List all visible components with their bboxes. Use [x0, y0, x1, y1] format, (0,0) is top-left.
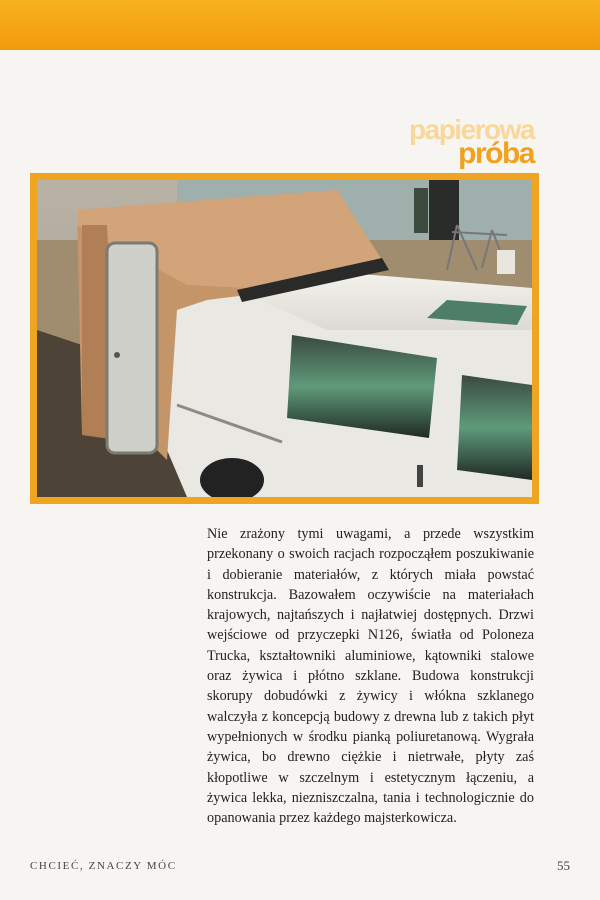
white-bucket	[497, 250, 515, 274]
section-heading	[409, 114, 534, 170]
running-title: CHCIEĆ, ZNACZY MÓC	[30, 860, 177, 872]
page-number: 55	[557, 858, 570, 873]
barrel	[414, 188, 428, 233]
door-knob	[114, 352, 120, 358]
heading-line-2: próba	[458, 137, 534, 170]
top-color-band	[0, 0, 600, 50]
heading-line-1: papierowa	[409, 114, 534, 145]
camper-van-photo	[37, 180, 532, 497]
door-handle	[417, 465, 423, 487]
entry-door	[107, 243, 157, 453]
side-window-rear	[457, 375, 532, 480]
photo-frame	[30, 173, 539, 504]
article-body	[207, 524, 534, 828]
body-paragraph: Nie zrażony tymi uwagami, a przede wszystkim przekonany o swoich racjach rozpocząłem poszukiwanie i dobieranie materiałów, z których miała powstać konstrukcja. Bazowałem oczywiście na materiałach krajowych, najtańszych i najłatwiej dostępnych. Drzwi wejściowe od przyczepki N126, światła od Poloneza Trucka, kształtowniki aluminiowe, kątowniki stalowe oraz żywica i płótno szklane. Budowa konstrukcji skorupy dobudówki z żywicy i włókna szklanego walczyła z koncepcją budowy z drewna lub z takich płyt wypełnionych w środku pianką poliuretanową. Wygrała żywica, bo drewno ciężkie i nietrwałe, płyty zaś kłopotliwe w szczelnym i estetycznym łączeniu, a żywica lekka, niezniszczalna, tania i technologicznie do opanowania przez każdego majsterkowicza.	[207, 526, 534, 827]
